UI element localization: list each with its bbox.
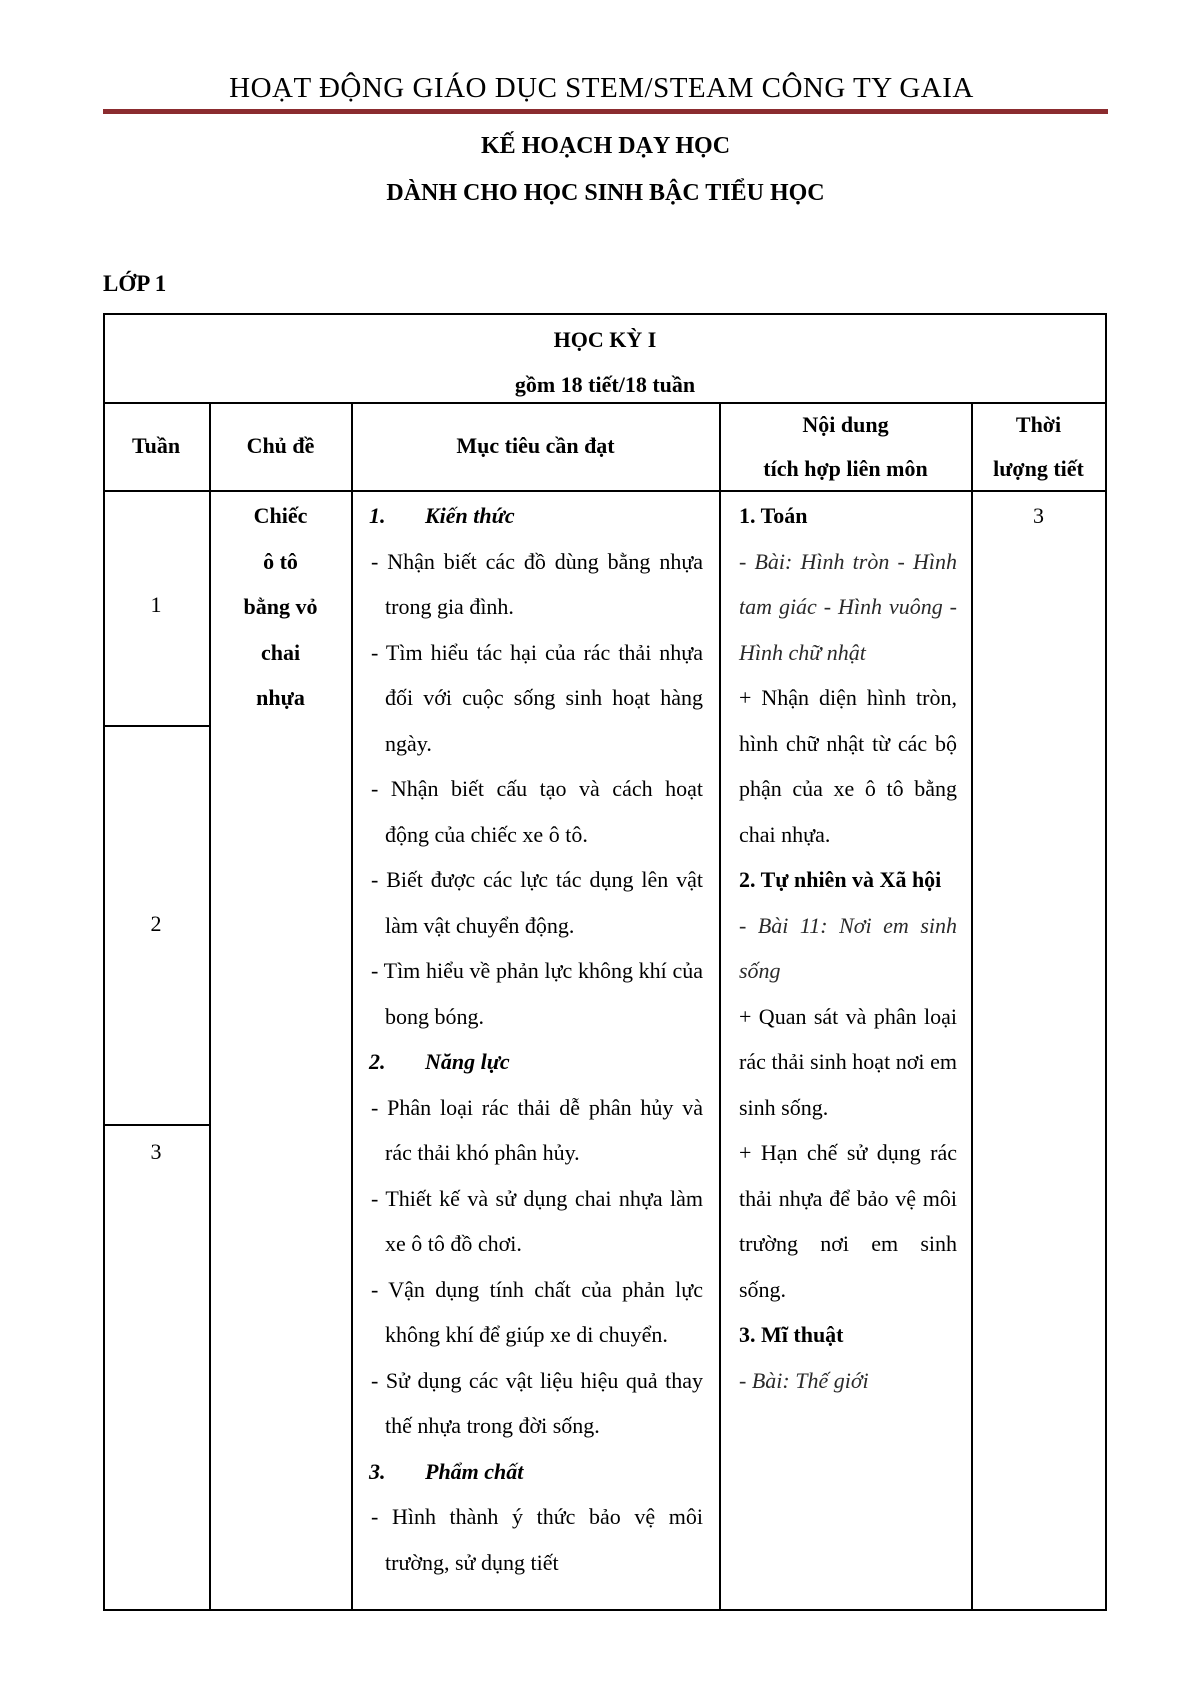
week-divider-1 <box>103 725 210 727</box>
document-title: KẾ HOẠCH DẠY HỌC <box>480 133 731 159</box>
table-border-bottom <box>103 1609 1107 1611</box>
col-divider-3 <box>719 402 721 1611</box>
header-rule <box>103 109 1108 114</box>
integration-activity: + Nhận diện hình tròn, hình chữ nhật từ các bộ phận của xe ô tô bằng chai nhựa. <box>739 685 957 847</box>
objective-item: - Nhận biết các đồ dùng bằng nhựa trong gia đình. <box>371 548 704 619</box>
header-integration <box>720 403 971 491</box>
table-border-right <box>1105 313 1107 1611</box>
integration-subject: 3. Mĩ thuật <box>739 1322 844 1347</box>
class-label: LỚP 1 <box>103 271 167 296</box>
semester-title: HỌC KỲ I <box>553 327 657 352</box>
objective-item: - Vận dụng tính chất của phản lực không khí để giúp xe di chuyển. <box>371 1276 703 1347</box>
objective-item: - Phân loại rác thải dễ phân hủy và rác thải khó phân hủy. <box>371 1094 703 1165</box>
objective-section-heading <box>359 493 703 539</box>
topic-line: ô tô <box>263 548 298 574</box>
integration-lesson: - Bài 11: Nơi em sinh sống <box>739 912 957 983</box>
topic-line: nhựa <box>256 685 305 710</box>
section-number: 1. <box>369 503 386 528</box>
week-3: 3 <box>150 1139 162 1164</box>
objective-item: - Thiết kế và sử dụng chai nhựa làm xe ô tô đồ chơi. <box>371 1185 703 1256</box>
integration-cell <box>739 493 957 1403</box>
header-integration-line2: tích hợp liên môn <box>763 456 928 481</box>
section-number: 2. <box>369 1049 386 1074</box>
col-divider-4 <box>971 402 973 1611</box>
section-title: Kiến thức <box>425 503 515 528</box>
objective-item: - Biết được các lực tác dụng lên vật làm vật chuyển động. <box>371 867 703 938</box>
table-border-top <box>103 313 1107 315</box>
topic-line: bằng vỏ <box>243 594 318 619</box>
objective-item: - Tìm hiểu về phản lực không khí của bong bóng. <box>371 958 703 1029</box>
objective-section-heading <box>359 1039 703 1085</box>
objective-item: - Sử dụng các vật liệu hiệu quả thay thế nhựa trong đời sống. <box>371 1367 703 1438</box>
semester-period: gồm 18 tiết/18 tuần <box>514 372 696 397</box>
topic-line: chai <box>260 639 301 665</box>
integration-subject: 2. Tự nhiên và Xã hội <box>739 867 942 892</box>
integration-subject: 1. Toán <box>739 503 808 528</box>
objectives-cell <box>359 493 703 1585</box>
col-divider-2 <box>351 402 353 1611</box>
objective-item: - Tìm hiểu tác hại của rác thải nhựa đối với cuộc sống sinh hoạt hàng ngày. <box>371 639 703 756</box>
objective-item: - Nhận biết cấu tạo và cách hoạt động của chiếc xe ô tô. <box>371 776 704 847</box>
document-subtitle: DÀNH CHO HỌC SINH BẬC TIỂU HỌC <box>386 180 825 206</box>
header-topic: Chủ đề <box>246 433 315 458</box>
objective-item: - Hình thành ý thức bảo vệ môi trường, sử dụng tiết <box>371 1504 703 1575</box>
table-border-left <box>103 313 105 1611</box>
week-divider-2 <box>103 1124 210 1126</box>
objective-section-heading <box>359 1449 703 1495</box>
header-duration-line2: lượng tiết <box>993 456 1084 481</box>
topic-line: Chiếc <box>253 503 308 528</box>
header-integration-line1: Nội dung <box>802 412 889 437</box>
semester-caption <box>103 317 1107 407</box>
header-week: Tuần <box>131 433 181 458</box>
topic-cell <box>210 493 351 721</box>
header-objectives: Mục tiêu cần đạt <box>456 433 615 458</box>
week-1: 1 <box>150 592 162 617</box>
header-duration-line1: Thời <box>1015 412 1062 437</box>
week-2: 2 <box>150 911 162 936</box>
lesson-plan-table <box>103 313 1107 1611</box>
section-number: 3. <box>369 1458 386 1484</box>
page-header-title: HOẠT ĐỘNG GIÁO DỤC STEM/STEAM CÔNG TY GAIA <box>229 72 974 104</box>
header-duration <box>972 403 1105 491</box>
integration-activity: + Quan sát và phân loại rác thải sinh hoạt nơi em sinh sống. <box>739 1003 957 1120</box>
integration-lesson: - Bài: Thế giới <box>739 1367 869 1393</box>
integration-activity: + Hạn chế sử dụng rác thải nhựa để bảo vệ môi trường nơi em sinh sống. <box>739 1140 957 1302</box>
duration-value: 3 <box>1033 503 1044 528</box>
section-title: Năng lực <box>425 1049 510 1074</box>
section-title: Phẩm chất <box>425 1458 524 1484</box>
integration-lesson: - Bài: Hình tròn - Hình tam giác - Hình vuông - Hình chữ nhật <box>739 548 957 665</box>
